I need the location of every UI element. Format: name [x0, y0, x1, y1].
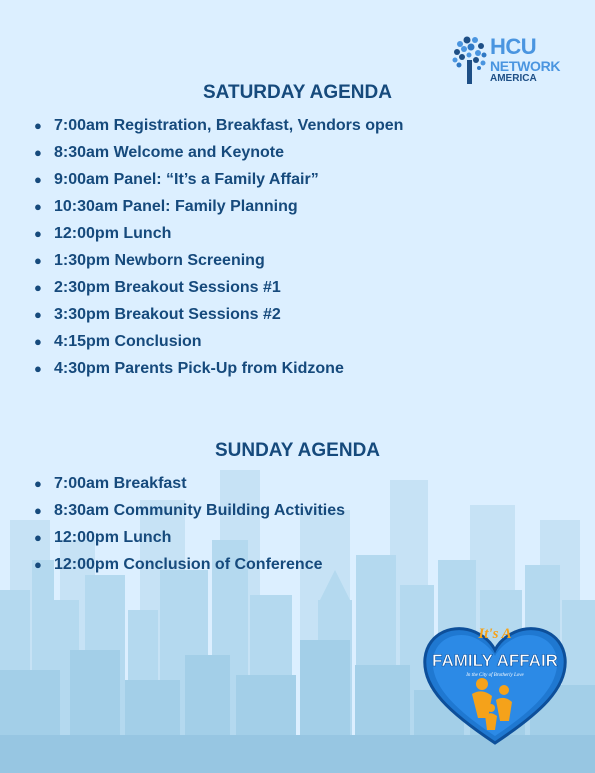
family-affair-heart-logo — [420, 618, 570, 748]
bullet-icon: ● — [34, 334, 42, 349]
saturday-agenda-list — [34, 112, 403, 382]
logo-america-text: AMERICA — [490, 73, 537, 84]
list-item — [34, 139, 403, 166]
bullet-icon: ● — [34, 307, 42, 322]
badge-top-text: It's A — [478, 626, 512, 642]
logo-network-text: NETWORK — [490, 58, 561, 74]
bullet-icon: ● — [34, 199, 42, 214]
list-item — [34, 355, 403, 382]
list-item — [34, 274, 403, 301]
bullet-icon: ● — [34, 226, 42, 241]
logo-wordmark — [490, 34, 570, 84]
sunday-agenda-list — [34, 470, 345, 578]
list-item — [34, 112, 403, 139]
badge-tagline-text: In the City of Brotherly Love — [466, 673, 524, 678]
bullet-icon: ● — [34, 530, 42, 545]
list-item — [34, 524, 345, 551]
agenda-item-text: 2:30pm Breakout Sessions #1 — [54, 279, 281, 296]
agenda-item-text: 8:30am Welcome and Keynote — [54, 144, 285, 161]
bullet-icon: ● — [34, 361, 42, 376]
agenda-item-text: 7:00am Breakfast — [54, 475, 187, 492]
saturday-agenda-title: SATURDAY AGENDA — [203, 82, 392, 103]
bullet-icon: ● — [34, 172, 42, 187]
hcu-network-logo — [450, 34, 570, 86]
agenda-item-text: 1:30pm Newborn Screening — [54, 252, 265, 269]
list-item — [34, 551, 345, 578]
list-item — [34, 220, 403, 247]
agenda-item-text: 4:30pm Parents Pick-Up from Kidzone — [54, 360, 344, 377]
list-item — [34, 328, 403, 355]
agenda-item-text: 7:00am Registration, Breakfast, Vendors open — [54, 117, 404, 134]
bullet-icon: ● — [34, 280, 42, 295]
agenda-item-text: 12:00pm Lunch — [54, 225, 172, 242]
logo-hcu-text: HCU — [490, 34, 537, 59]
bullet-icon: ● — [34, 253, 42, 268]
bullet-icon: ● — [34, 476, 42, 491]
list-item — [34, 166, 403, 193]
tree-icon — [450, 34, 490, 86]
list-item — [34, 247, 403, 274]
bullet-icon: ● — [34, 557, 42, 572]
bullet-icon: ● — [34, 145, 42, 160]
badge-main-text: FAMILY AFFAIR — [432, 651, 558, 670]
list-item — [34, 301, 403, 328]
bullet-icon: ● — [34, 503, 42, 518]
agenda-item-text: 8:30am Community Building Activities — [54, 502, 346, 519]
agenda-item-text: 4:15pm Conclusion — [54, 333, 202, 350]
agenda-item-text: 12:00pm Lunch — [54, 529, 172, 546]
list-item — [34, 193, 403, 220]
bullet-icon: ● — [34, 118, 42, 133]
agenda-item-text: 10:30am Panel: Family Planning — [54, 198, 298, 215]
list-item — [34, 497, 345, 524]
agenda-item-text: 3:30pm Breakout Sessions #2 — [54, 306, 281, 323]
agenda-item-text: 9:00am Panel: “It’s a Family Affair” — [54, 171, 319, 188]
list-item — [34, 470, 345, 497]
sunday-agenda-title: SUNDAY AGENDA — [214, 440, 381, 461]
agenda-item-text: 12:00pm Conclusion of Conference — [54, 556, 323, 573]
